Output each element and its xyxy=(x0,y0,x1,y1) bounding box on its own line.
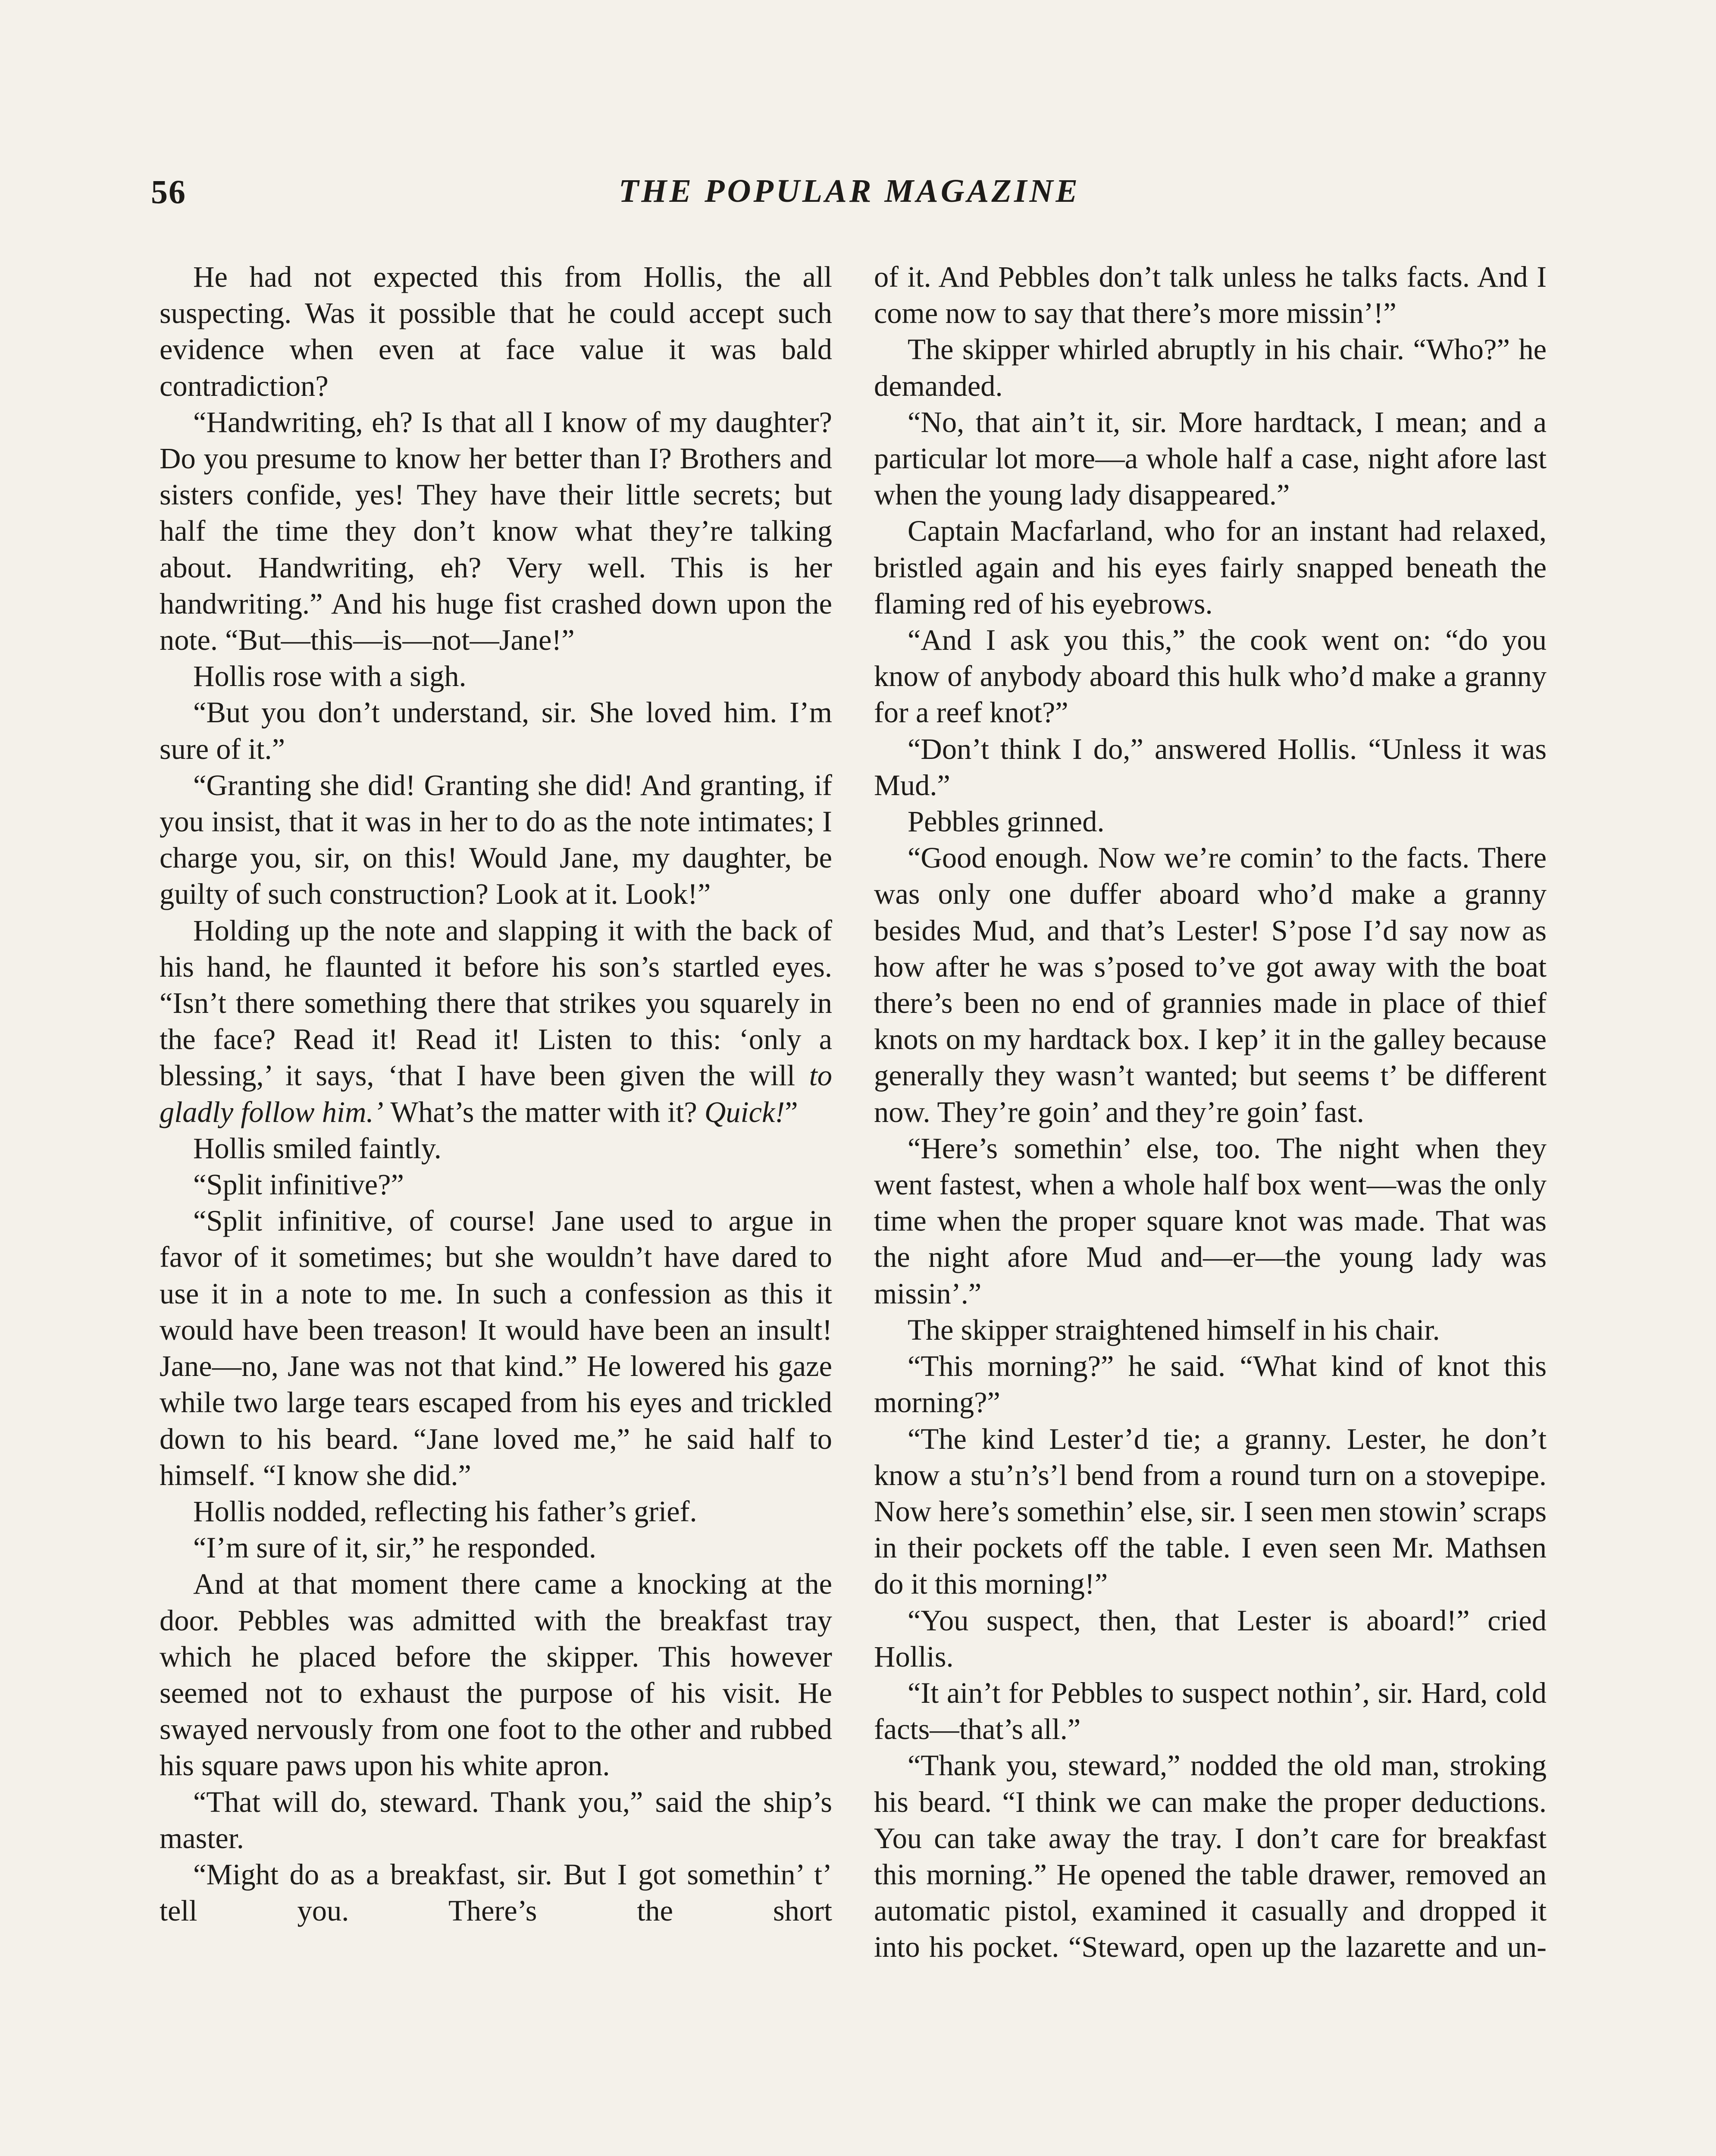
paragraph xyxy=(874,513,1547,622)
paragraph xyxy=(874,1747,1547,1965)
paragraph-text: “It ain’t for Pebbles to suspect nothin’, sir. Hard, cold facts—that’s all.” xyxy=(874,1676,1547,1746)
left-text-column xyxy=(160,259,832,1929)
paragraph xyxy=(160,259,832,404)
paragraph xyxy=(874,1602,1547,1675)
paragraph xyxy=(160,767,832,912)
paragraph-text: Hollis rose with a sigh. xyxy=(193,660,467,693)
page-number: 56 xyxy=(151,173,186,210)
paragraph-text: ” xyxy=(785,1095,798,1128)
paragraph xyxy=(160,1856,832,1929)
paragraph xyxy=(874,1675,1547,1747)
paragraph-text: “Might do as a breakfast, sir. But I got somethin’ t’ tell you. There’s the short xyxy=(160,1858,832,1927)
paragraph xyxy=(874,840,1547,1130)
paragraph xyxy=(160,1784,832,1856)
paragraph-text: “Handwriting, eh? Is that all I know of my daughter? Do you presume to know her better than I? Brothers and sisters confide, yes! They have their little secrets; but half the time they don’t know what they’re talking about. Handwriting, eh? Very well. This is her handwriting.” And his huge fist crashed down upon the note. “But—this—is—not—Jane!” xyxy=(160,405,832,657)
paragraph xyxy=(874,1312,1547,1348)
paragraph-text: “But you don’t understand, sir. She loved him. I’m sure of it.” xyxy=(160,696,832,765)
paragraph-text: “Split infinitive, of course! Jane used to argue in favor of it sometimes; but she wouldn’t have dared to use it in a note to me. In such a confession as this it would have been treason! It would have been an insult! Jane—no, Jane was not that kind.” He lowered his gaze while two large tears escaped from his eyes and trickled down to his beard. “Jane loved me,” he said half to himself. “I know she did.” xyxy=(160,1204,832,1492)
paragraph-text: “You suspect, then, that Lester is aboard!” cried Hollis. xyxy=(874,1604,1547,1673)
paragraph xyxy=(874,803,1547,840)
paragraph xyxy=(874,1130,1547,1312)
paragraph xyxy=(874,1348,1547,1420)
paragraph xyxy=(160,1493,832,1529)
paragraph-text: “No, that ain’t it, sir. More hardtack, I mean; and a particular lot more—a whole half a case, night afore last when the young lady disappeared.” xyxy=(874,405,1547,511)
paragraph-text: “Here’s somethin’ else, too. The night when they went fastest, when a whole half box went—was the only time when the proper square knot was made. That was the night afore Mud and—er—the young lady was missin’.” xyxy=(874,1131,1547,1310)
paragraph xyxy=(160,912,832,1130)
italic-text: to gladly follow him.’ xyxy=(160,1059,832,1128)
paragraph xyxy=(160,1529,832,1566)
running-title: THE POPULAR MAGAZINE xyxy=(618,173,1080,209)
paragraph xyxy=(874,622,1547,731)
paragraph xyxy=(160,658,832,694)
paragraph-text: He had not expected this from Hollis, the all suspecting. Was it possible that he could accept such evidence when even at face value it was bald contradiction? xyxy=(160,260,832,402)
paragraph-text: What’s the matter with it? xyxy=(383,1095,705,1128)
paragraph xyxy=(874,1421,1547,1602)
paragraph xyxy=(874,404,1547,513)
paragraph-text: “Granting she did! Granting she did! And granting, if you insist, that it was in her to do as the note intimates; I charge you, sir, on this! Would Jane, my daughter, be guilty of such construction? Look at it. Look!” xyxy=(160,768,832,911)
paragraph-text: Hollis smiled faintly. xyxy=(193,1131,442,1165)
paragraph xyxy=(160,1203,832,1493)
paragraph-text: “And I ask you this,” the cook went on: “do you know of anybody aboard this hulk who’d make a granny for a reef knot?” xyxy=(874,624,1547,729)
paragraph-text: “This morning?” he said. “What kind of knot this morning?” xyxy=(874,1350,1547,1419)
paragraph-text: Hollis nodded, reflecting his father’s grief. xyxy=(193,1495,697,1528)
paragraph-text: Captain Macfarland, who for an instant had relaxed, bristled again and his eyes fairly snapped beneath the flaming red of his eyebrows. xyxy=(874,514,1547,620)
paragraph-text: “That will do, steward. Thank you,” said the ship’s master. xyxy=(160,1785,832,1855)
paragraph xyxy=(160,1166,832,1203)
italic-text: Quick! xyxy=(704,1095,785,1128)
paragraph xyxy=(874,731,1547,803)
paragraph xyxy=(160,404,832,658)
paragraph-text: “Thank you, steward,” nodded the old man, stroking his beard. “I think we can make the proper deductions. You can take away the tray. I don’t care for breakfast this morning.” He opened the table drawer, removed an automatic pistol, examined it casually and dropped it into his pocket. “Steward, open up the lazarette and un- xyxy=(874,1749,1547,1964)
paragraph-text: “I’m sure of it, sir,” he responded. xyxy=(193,1531,597,1564)
paragraph-text: Pebbles grinned. xyxy=(908,805,1105,838)
page-header xyxy=(147,172,1552,220)
paragraph-text: “Don’t think I do,” answered Hollis. “Unless it was Mud.” xyxy=(874,732,1547,802)
right-text-column xyxy=(874,259,1547,1965)
paragraph-text: The skipper straightened himself in his chair. xyxy=(908,1313,1440,1346)
paragraph-text: “Split infinitive?” xyxy=(193,1168,404,1201)
paragraph-text: “The kind Lester’d tie; a granny. Lester, he don’t know a stu’n’s’l bend from a round turn on a stovepipe. Now here’s somethin’ else, sir. I seen men stowin’ scraps in their pockets off the table. I even seen Mr. Mathsen do it this morning!” xyxy=(874,1422,1547,1601)
paragraph xyxy=(160,694,832,767)
paragraph-text: “Good enough. Now we’re comin’ to the facts. There was only one duffer aboard who’d make a granny besides Mud, and that’s Lester! S’pose I’d say now as how after he was s’posed to’ve got away with the boat there’s been no end of grannies made in place of thief knots on my hardtack box. I kep’ it in the galley because generally they wasn’t wanted; but seems t’ be different now. They’re goin’ and they’re goin’ fast. xyxy=(874,841,1547,1128)
paragraph-text: And at that moment there came a knocking at the door. Pebbles was admitted with the breakfast tray which he placed before the skipper. This however seemed not to exhaust the purpose of his visit. He swayed nervously from one foot to the other and rubbed his square paws upon his white apron. xyxy=(160,1567,832,1782)
paragraph xyxy=(874,259,1547,331)
paragraph-text: The skipper whirled abruptly in his chair. “Who?” he demanded. xyxy=(874,333,1547,402)
paragraph xyxy=(160,1130,832,1166)
paragraph-text: Holding up the note and slapping it with the back of his hand, he flaunted it before his son’s startled eyes. “Isn’t there something there that strikes you squarely in the face? Read it! Read it! Listen to this: ‘only a blessing,’ it says, ‘that I have been given the will xyxy=(160,914,832,1092)
paragraph-text: of it. And Pebbles don’t talk unless he talks facts. And I come now to say that there’s more missin’!” xyxy=(874,260,1547,330)
paragraph xyxy=(874,331,1547,404)
paragraph xyxy=(160,1566,832,1783)
